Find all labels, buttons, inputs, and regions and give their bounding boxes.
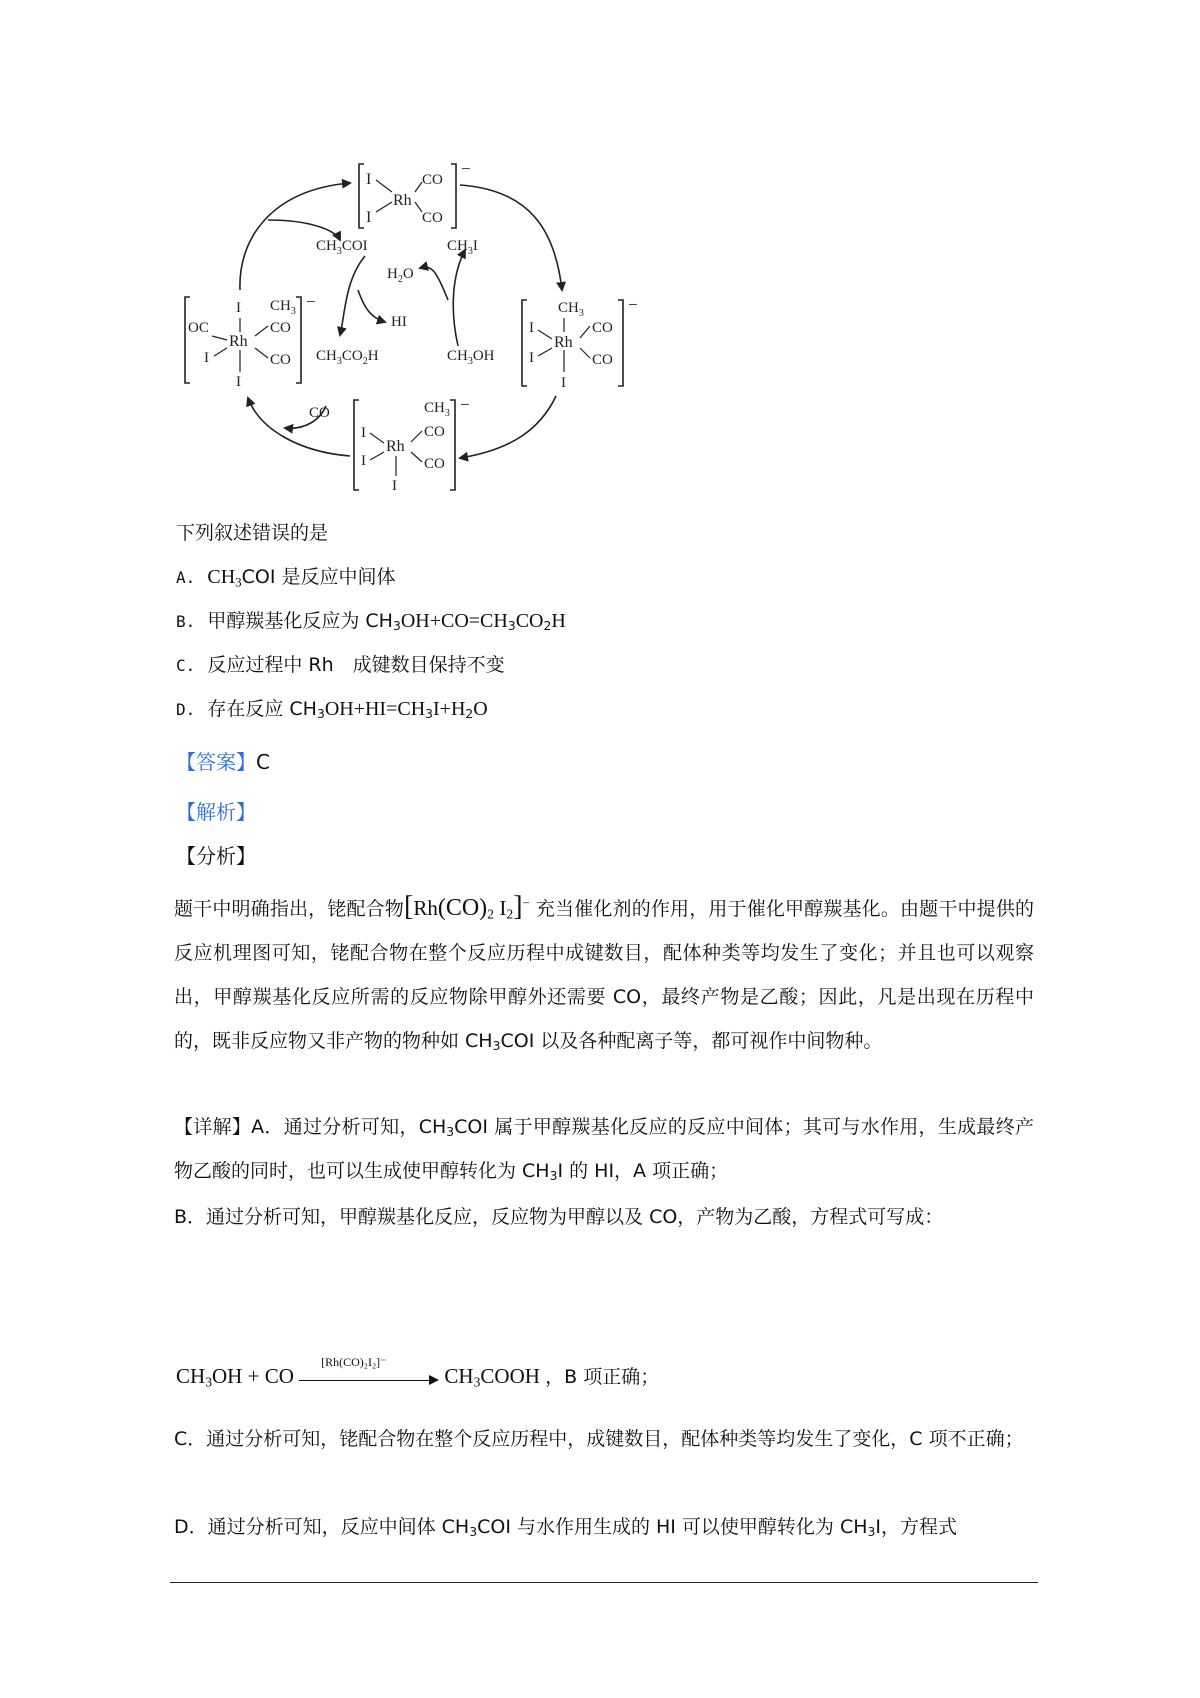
detail-c-paragraph: C．通过分析可知，铑配合物在整个反应历程中，成键数目，配体种类等均发生了变化，C 项不正确； xyxy=(174,1428,1024,1450)
bottom-complex xyxy=(354,395,470,494)
catalyst-formula: [$Rh(CO)_2$ $I_2]^-$ xyxy=(403,891,530,922)
svg-text:I: I xyxy=(236,300,241,316)
svg-text:OC: OC xyxy=(188,320,209,336)
reaction-arrow xyxy=(299,1355,439,1393)
svg-text:−: − xyxy=(306,292,316,311)
svg-text:CH3OH: $CH_3OH$ xyxy=(447,348,495,367)
option-d: D. 存在反应 $CH_3OH+HI=CH_3I+H_2O$ xyxy=(176,698,488,722)
fenxi-paragraph: 题干中明确指出，铑配合物[$Rh(CO)_2$ $I_2]^-$ 充当催化剂的作用，用于催化甲醇羰基化。由题干中提供的反应机理图可知，铑配合物在整个反应历程中成键数目，配体种类等均发生了变化；并且也可以观察出，甲醇羰基化反应所需的反应物除甲醇外还需要 CO，最终产物是乙酸；因此，凡是出现在历程中的，既非反应物又非产物的物种如 $CH_3COI$ 以及各种配离子等，都可视作中间物种。 xyxy=(174,891,1034,1054)
svg-text:CO: CO xyxy=(592,352,613,368)
answer-value: C xyxy=(256,750,270,774)
carbonylation-equation: $CH_3OH$ + CO [Rh(CO)₂I₂]⁻ $CH_3COOH$ ，B 项正确； xyxy=(176,1362,659,1393)
detail-b-paragraph: B．通过分析可知，甲醇羰基化反应，反应物为甲醇以及 CO，产物为乙酸，方程式可写成： xyxy=(174,1206,944,1228)
svg-text:Rh: Rh xyxy=(386,438,405,455)
catalyst-label: [Rh(CO)₂I₂]⁻ xyxy=(321,1355,387,1370)
footer-divider xyxy=(170,1582,1038,1583)
svg-text:CO: CO xyxy=(270,320,291,336)
species-labels xyxy=(309,238,495,421)
right-complex xyxy=(522,295,638,391)
svg-text:I: I xyxy=(204,350,209,366)
svg-text:I: I xyxy=(366,209,372,226)
svg-text:CH3: $CH_3$ xyxy=(270,298,296,317)
option-c-text: 反应过程中 Rh 成键数目保持不变 xyxy=(207,654,505,676)
svg-text:CO: CO xyxy=(309,405,330,421)
catalytic-cycle-diagram xyxy=(160,150,720,550)
svg-text:Rh: Rh xyxy=(229,333,248,350)
top-complex-charge: − xyxy=(461,159,471,178)
detail-a-paragraph: 【详解】A．通过分析可知，$CH_3COI$ 属于甲醇羰基化反应的反应中间体；其可与水作用，生成最终产物乙酸的同时，也可以生成使甲醇转化为 $CH_3I$ 的 HI，A 项正确； xyxy=(174,1116,1034,1184)
svg-text:Rh: Rh xyxy=(393,192,412,209)
svg-text:CH3: $CH_3$ xyxy=(558,300,584,319)
svg-text:H2O: $H_2O$ xyxy=(387,266,414,285)
answer-line xyxy=(176,750,270,774)
svg-text:I: I xyxy=(529,350,534,366)
analysis-label: 【解析】 xyxy=(176,800,256,824)
detail-d-paragraph: D．通过分析可知，反应中间体 $CH_3COI$ 与水作用生成的 HI 可以使甲醇转化为 $CH_3I$，方程式 xyxy=(174,1516,957,1540)
svg-text:CO: CO xyxy=(592,320,613,336)
answer-label: 【答案】 xyxy=(176,750,256,774)
svg-text:I: I xyxy=(361,453,366,469)
svg-text:CO: CO xyxy=(424,456,445,472)
svg-text:I: I xyxy=(561,375,566,391)
svg-text:Rh: Rh xyxy=(554,334,573,351)
fenxi-label: 【分析】 xyxy=(176,844,256,868)
option-b-text: 甲醇羰基化反应为 $CH_3OH+CO=CH_3CO_2H$ xyxy=(207,610,566,634)
option-d-text: 存在反应 $CH_3OH+HI=CH_3I+H_2O$ xyxy=(207,698,488,722)
option-b: B. 甲醇羰基化反应为 $CH_3OH+CO=CH_3CO_2H$ xyxy=(176,610,566,634)
svg-text:I: I xyxy=(392,478,397,494)
top-complex xyxy=(359,159,471,228)
svg-text:HI: HI xyxy=(391,314,407,330)
svg-text:CO: CO xyxy=(422,172,443,188)
svg-text:CO: CO xyxy=(424,424,445,440)
svg-text:CH3I: $CH_3I$ xyxy=(447,238,478,257)
option-a-text: $CH_3COI$ 是反应中间体 xyxy=(207,566,396,590)
svg-text:I: I xyxy=(361,425,366,441)
svg-text:CH3: $CH_3$ xyxy=(424,400,450,419)
option-c: C. 反应过程中 Rh 成键数目保持不变 xyxy=(176,654,505,676)
svg-text:CH3COI: $CH_3COI$ xyxy=(316,238,368,257)
detail-label: 【详解】 xyxy=(174,1116,252,1138)
svg-text:CH3CO2H: $CH_3CO_2H$ xyxy=(316,348,379,367)
svg-text:CO: CO xyxy=(270,352,291,368)
svg-text:I: I xyxy=(236,374,241,390)
svg-text:CO: CO xyxy=(422,210,443,226)
svg-text:−: − xyxy=(628,295,638,314)
option-a: A. $CH_3COI$ 是反应中间体 xyxy=(176,566,396,590)
svg-text:I: I xyxy=(529,320,534,336)
svg-text:−: − xyxy=(460,395,470,414)
svg-text:I: I xyxy=(366,171,372,188)
question-stem: 下列叙述错误的是 xyxy=(176,522,329,544)
left-complex xyxy=(185,292,316,390)
